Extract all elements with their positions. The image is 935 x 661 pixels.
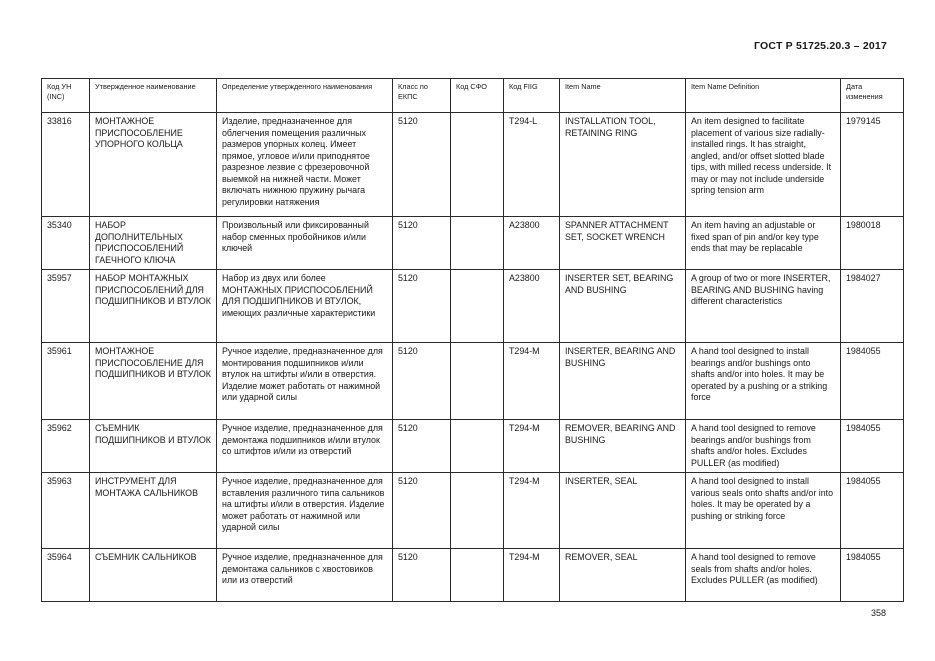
table-row — [42, 420, 904, 473]
table-row — [42, 217, 904, 270]
cell-definition: Произвольный или фиксированный набор сменных пробойников и/или ключей — [217, 217, 393, 270]
terms-table — [41, 78, 904, 602]
cell-definition: Ручное изделие, предназначенное для демонтажа подшипников и/или втулок со штифтов и/или из отверстий — [217, 420, 393, 473]
cell-item-name: INSERTER, SEAL — [560, 473, 686, 549]
cell-change-date: 1979145 — [841, 113, 904, 217]
col-header-inc: Код УН (INC) — [42, 79, 90, 113]
cell-approved-name: ИНСТРУМЕНТ ДЛЯ МОНТАЖА САЛЬНИКОВ — [90, 473, 217, 549]
cell-definition: Набор из двух или более МОНТАЖНЫХ ПРИСПОСОБЛЕНИЙ ДЛЯ ПОДШИПНИКОВ И ВТУЛОК, имеющих различные характеристики — [217, 270, 393, 343]
page-number: 358 — [870, 608, 886, 618]
cell-fiig-code: T294-L — [504, 113, 560, 217]
cell-change-date: 1984055 — [841, 343, 904, 420]
cell-ekps-class: 5120 — [393, 217, 451, 270]
cell-approved-name: НАБОР ДОПОЛНИТЕЛЬНЫХ ПРИСПОСОБЛЕНИЙ ГАЕЧНОГО КЛЮЧА — [90, 217, 217, 270]
col-header-item-definition: Item Name Definition — [686, 79, 841, 113]
table-row — [42, 113, 904, 217]
cell-inc: 35957 — [42, 270, 90, 343]
cell-ekps-class: 5120 — [393, 270, 451, 343]
cell-sfo-code — [451, 420, 504, 473]
cell-fiig-code: T294-M — [504, 343, 560, 420]
cell-fiig-code: A23800 — [504, 270, 560, 343]
col-header-change-date: Дата изменения — [841, 79, 904, 113]
cell-sfo-code — [451, 473, 504, 549]
cell-sfo-code — [451, 549, 504, 602]
cell-inc: 35964 — [42, 549, 90, 602]
document-standard-header: ГОСТ Р 51725.20.3 – 2017 — [754, 40, 887, 52]
cell-item-name: REMOVER, SEAL — [560, 549, 686, 602]
cell-sfo-code — [451, 343, 504, 420]
col-header-definition: Определение утвержденного наименования — [217, 79, 393, 113]
table-row — [42, 473, 904, 549]
cell-inc: 35340 — [42, 217, 90, 270]
cell-item-definition: A hand tool designed to remove seals from shafts and/or holes. Excludes PULLER (as modified) — [686, 549, 841, 602]
cell-sfo-code — [451, 113, 504, 217]
cell-approved-name: СЪЕМНИК САЛЬНИКОВ — [90, 549, 217, 602]
table-row — [42, 549, 904, 602]
cell-item-name: INSERTER, BEARING AND BUSHING — [560, 343, 686, 420]
cell-ekps-class: 5120 — [393, 343, 451, 420]
col-header-fiig-code: Код FIIG — [504, 79, 560, 113]
cell-approved-name: СЪЕМНИК ПОДШИПНИКОВ И ВТУЛОК — [90, 420, 217, 473]
cell-definition: Изделие, предназначенное для облегчения помещения различных размеров упорных колец. Имеет прямое, угловое и/или приподнятое разрезное лезвие с фрезеровочной выемкой на нижней части. Может включать нижнюю пружину рычага регулировки натяжения — [217, 113, 393, 217]
cell-item-name: INSERTER SET, BEARING AND BUSHING — [560, 270, 686, 343]
cell-approved-name: МОНТАЖНОЕ ПРИСПОСОБЛЕНИЕ УПОРНОГО КОЛЬЦА — [90, 113, 217, 217]
cell-item-name: SPANNER ATTACHMENT SET, SOCKET WRENCH — [560, 217, 686, 270]
cell-item-name: REMOVER, BEARING AND BUSHING — [560, 420, 686, 473]
col-header-ekps-class: Класс по ЕКПС — [393, 79, 451, 113]
cell-item-definition: A hand tool designed to install various seals onto shafts and/or into holes. It may be operated by a pushing or striking force — [686, 473, 841, 549]
cell-inc: 35961 — [42, 343, 90, 420]
cell-item-definition: A hand tool designed to remove bearings and/or bushings from shafts and/or holes. Excludes PULLER (as modified) — [686, 420, 841, 473]
cell-definition: Ручное изделие, предназначенное для монтирования подшипников и/или втулок на штифты и/или в отверстия. Изделие может работать от нажимной или ударной силы — [217, 343, 393, 420]
cell-item-definition: An item designed to facilitate placement of various size radially-installed rings. It has straight, angled, and/or offset slotted blade tips, with milled recess underside. It may or may not include underside spring tension arm — [686, 113, 841, 217]
cell-ekps-class: 5120 — [393, 473, 451, 549]
cell-item-definition: A hand tool designed to install bearings and/or bushings onto shafts and/or into holes. It may be operated by a pushing or a striking force — [686, 343, 841, 420]
cell-change-date: 1984027 — [841, 270, 904, 343]
cell-change-date: 1984055 — [841, 549, 904, 602]
cell-fiig-code: T294-M — [504, 473, 560, 549]
cell-change-date: 1984055 — [841, 473, 904, 549]
cell-fiig-code: A23800 — [504, 217, 560, 270]
cell-change-date: 1980018 — [841, 217, 904, 270]
cell-ekps-class: 5120 — [393, 420, 451, 473]
cell-fiig-code: T294-M — [504, 420, 560, 473]
cell-item-definition: An item having an adjustable or fixed span of pin and/or key type ends that may be replacable — [686, 217, 841, 270]
cell-inc: 35962 — [42, 420, 90, 473]
table-row — [42, 270, 904, 343]
cell-ekps-class: 5120 — [393, 113, 451, 217]
cell-change-date: 1984055 — [841, 420, 904, 473]
cell-item-definition: A group of two or more INSERTER, BEARING AND BUSHING having different characteristics — [686, 270, 841, 343]
table-header-row — [42, 79, 904, 113]
cell-sfo-code — [451, 217, 504, 270]
cell-fiig-code: T294-M — [504, 549, 560, 602]
cell-approved-name: НАБОР МОНТАЖНЫХ ПРИСПОСОБЛЕНИЙ ДЛЯ ПОДШИПНИКОВ И ВТУЛОК — [90, 270, 217, 343]
cell-inc: 35963 — [42, 473, 90, 549]
cell-sfo-code — [451, 270, 504, 343]
cell-item-name: INSTALLATION TOOL, RETAINING RING — [560, 113, 686, 217]
col-header-approved-name: Утвержденное наименование — [90, 79, 217, 113]
cell-ekps-class: 5120 — [393, 549, 451, 602]
table-row — [42, 343, 904, 420]
cell-definition: Ручное изделие, предназначенное для демонтажа сальников с хвостовиков или из отверстий — [217, 549, 393, 602]
cell-approved-name: МОНТАЖНОЕ ПРИСПОСОБЛЕНИЕ ДЛЯ ПОДШИПНИКОВ И ВТУЛОК — [90, 343, 217, 420]
col-header-sfo-code: Код СФО — [451, 79, 504, 113]
cell-inc: 33816 — [42, 113, 90, 217]
col-header-item-name: Item Name — [560, 79, 686, 113]
cell-definition: Ручное изделие, предназначенное для вставления различного типа сальников на штифты и/или в отверстия. Изделие может работать от нажимной или ударной силы — [217, 473, 393, 549]
